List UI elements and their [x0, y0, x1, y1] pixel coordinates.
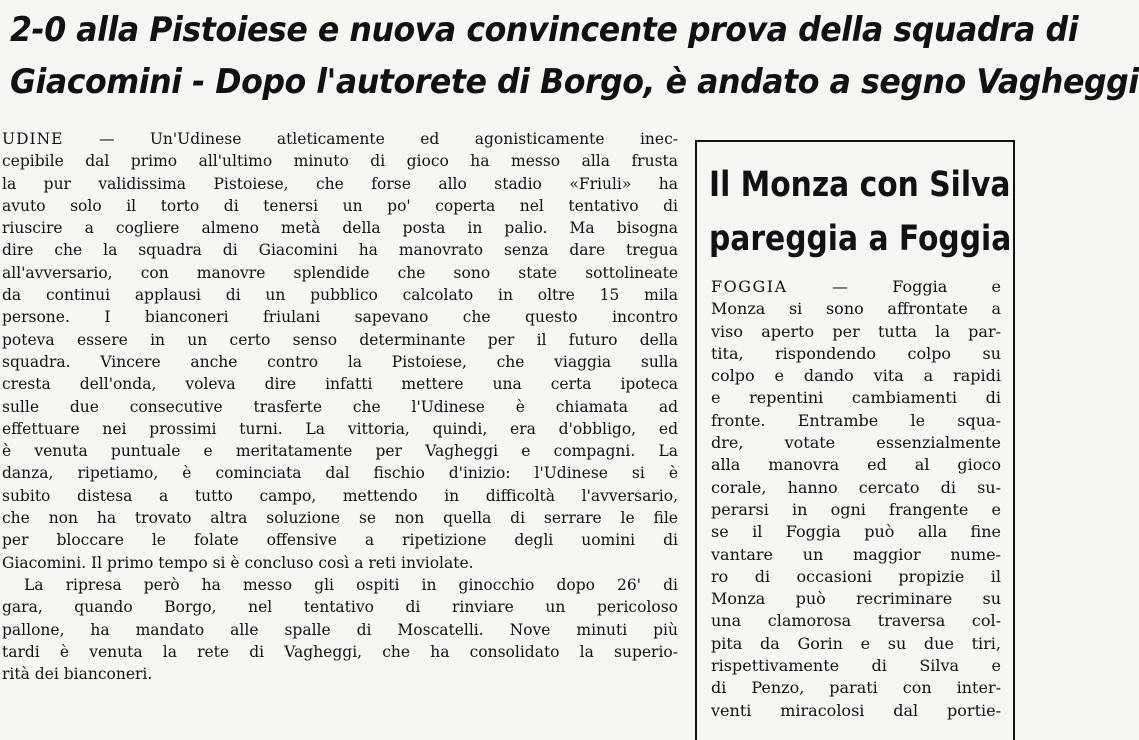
article-line: tardi è venuta la rete di Vagheggi, che ha consolidato la superio-	[2, 642, 678, 661]
sidebar-line: pita da Gorin e su due tiri,	[711, 633, 1001, 653]
headline	[10, 4, 1139, 108]
sidebar-line: Monza si sono affrontate a	[711, 299, 1001, 319]
article-line: UDINE — Un'Udinese atleticamente ed agonisticamente inec-	[2, 130, 678, 148]
sidebar-line: se il Foggia può alla fine	[711, 522, 1001, 542]
article-line: pallone, ha mandato alle spalle di Moscatelli. Nove minuti più	[2, 620, 678, 639]
article-line: effettuare nei prossimi turni. La vittoria, quindi, era d'obbligo, ed	[2, 419, 678, 438]
sidebar-line: Monza può recriminare su	[711, 589, 1001, 609]
sidebar-line: venti miracolosi dal portie-	[711, 700, 1001, 720]
article-line: rità dei bianconeri.	[2, 665, 153, 684]
article-line: Giacomini. Il primo tempo si è concluso così a reti inviolate.	[2, 553, 474, 572]
article-line: la pur validissima Pistoiese, che forse allo stadio «Friuli» ha	[2, 174, 678, 193]
sidebar-title	[709, 158, 1012, 266]
sidebar-line: FOGGIA — Foggia e	[711, 277, 1001, 296]
article-line: all'avversario, con manovre splendide che sono state sottolineate	[2, 263, 678, 282]
sidebar-line: corale, hanno cercato di su-	[711, 477, 1001, 497]
article-line: che non ha trovato altra soluzione se non quella di serrare le file	[2, 509, 678, 528]
sidebar-title-line-2: pareggia a Foggia	[709, 219, 1012, 259]
article-line: dire che la squadra di Giacomini ha manovrato senza dare tregua	[2, 241, 678, 260]
dateline: UDINE	[2, 130, 64, 148]
article-line: squadra. Vincere anche contro la Pistoiese, che viaggia sulla	[2, 352, 678, 371]
sidebar-dateline: FOGGIA	[711, 277, 788, 296]
sidebar-line: colpo e dando vita a rapidi	[711, 366, 1001, 386]
article-line: sulle due consecutive trasferte che l'Udinese è chiamata ad	[2, 397, 678, 416]
sidebar-line: viso aperto per tutta la par-	[711, 321, 1001, 341]
sidebar-body	[711, 276, 1001, 722]
sidebar-line: perarsi in ogni frangente e	[711, 499, 1001, 519]
article-line: La ripresa però ha messo gli ospiti in ginocchio dopo 26' di	[24, 575, 678, 594]
sidebar-line: vantare un maggior nume-	[711, 544, 1001, 564]
article-line: cresta dell'onda, voleva dire infatti mettere una certa ipoteca	[2, 375, 678, 394]
headline-line-1: 2-0 alla Pistoiese e nuova convincente prova della squadra di	[10, 10, 1079, 50]
article-line: subito distesa a tutto campo, mettendo in difficoltà l'avversario,	[2, 486, 678, 505]
article-line: gara, quando Borgo, nel tentativo di rinviare un pericoloso	[2, 598, 678, 617]
article-line: è venuta puntuale e meritatamente per Vagheggi e compagni. La	[2, 442, 678, 461]
sidebar-line: rispettivamente di Silva e	[711, 656, 1001, 676]
sidebar-title-line-1: Il Monza con Silva	[709, 165, 1011, 205]
sidebar-line: alla manovra ed al gioco	[711, 455, 1001, 475]
sidebar-line: fronte. Entrambe le squa-	[711, 410, 1001, 430]
article-line: per bloccare le folate offensive a ripetizione degli uomini di	[2, 531, 678, 550]
article-line: avuto solo il torto di tenersi un po' coperta nel tentativo di	[2, 196, 678, 215]
article-line: da continui applausi di un pubblico calcolato in oltre 15 mila	[2, 286, 678, 305]
sidebar-line: dre, votate essenzialmente	[711, 433, 1001, 453]
article-line: poteva essere in un certo senso determinante per il futuro della	[2, 330, 678, 349]
main-article	[2, 128, 678, 685]
sidebar-article-box	[695, 140, 1015, 740]
headline-line-2: Giacomini - Dopo l'autorete di Borgo, è andato a segno Vagheggi	[10, 62, 1139, 102]
sidebar-line: e repentini cambiamenti di	[711, 388, 1001, 408]
sidebar-line: di Penzo, parati con inter-	[711, 678, 1001, 698]
article-line: cepibile dal primo all'ultimo minuto di gioco ha messo alla frusta	[2, 152, 678, 171]
sidebar-line: tita, rispondendo colpo su	[711, 343, 1001, 363]
sidebar-line: una clamorosa traversa col-	[711, 611, 1001, 631]
article-line: danza, ripetiamo, è cominciata dal fischio d'inizio: l'Udinese si è	[2, 464, 678, 483]
sidebar-line: ro di occasioni propizie il	[711, 566, 1001, 586]
article-line: persone. I bianconeri friulani sapevano che questo incontro	[2, 308, 678, 327]
article-line: riuscire a cogliere almeno metà della posta in palio. Ma bisogna	[2, 219, 678, 238]
